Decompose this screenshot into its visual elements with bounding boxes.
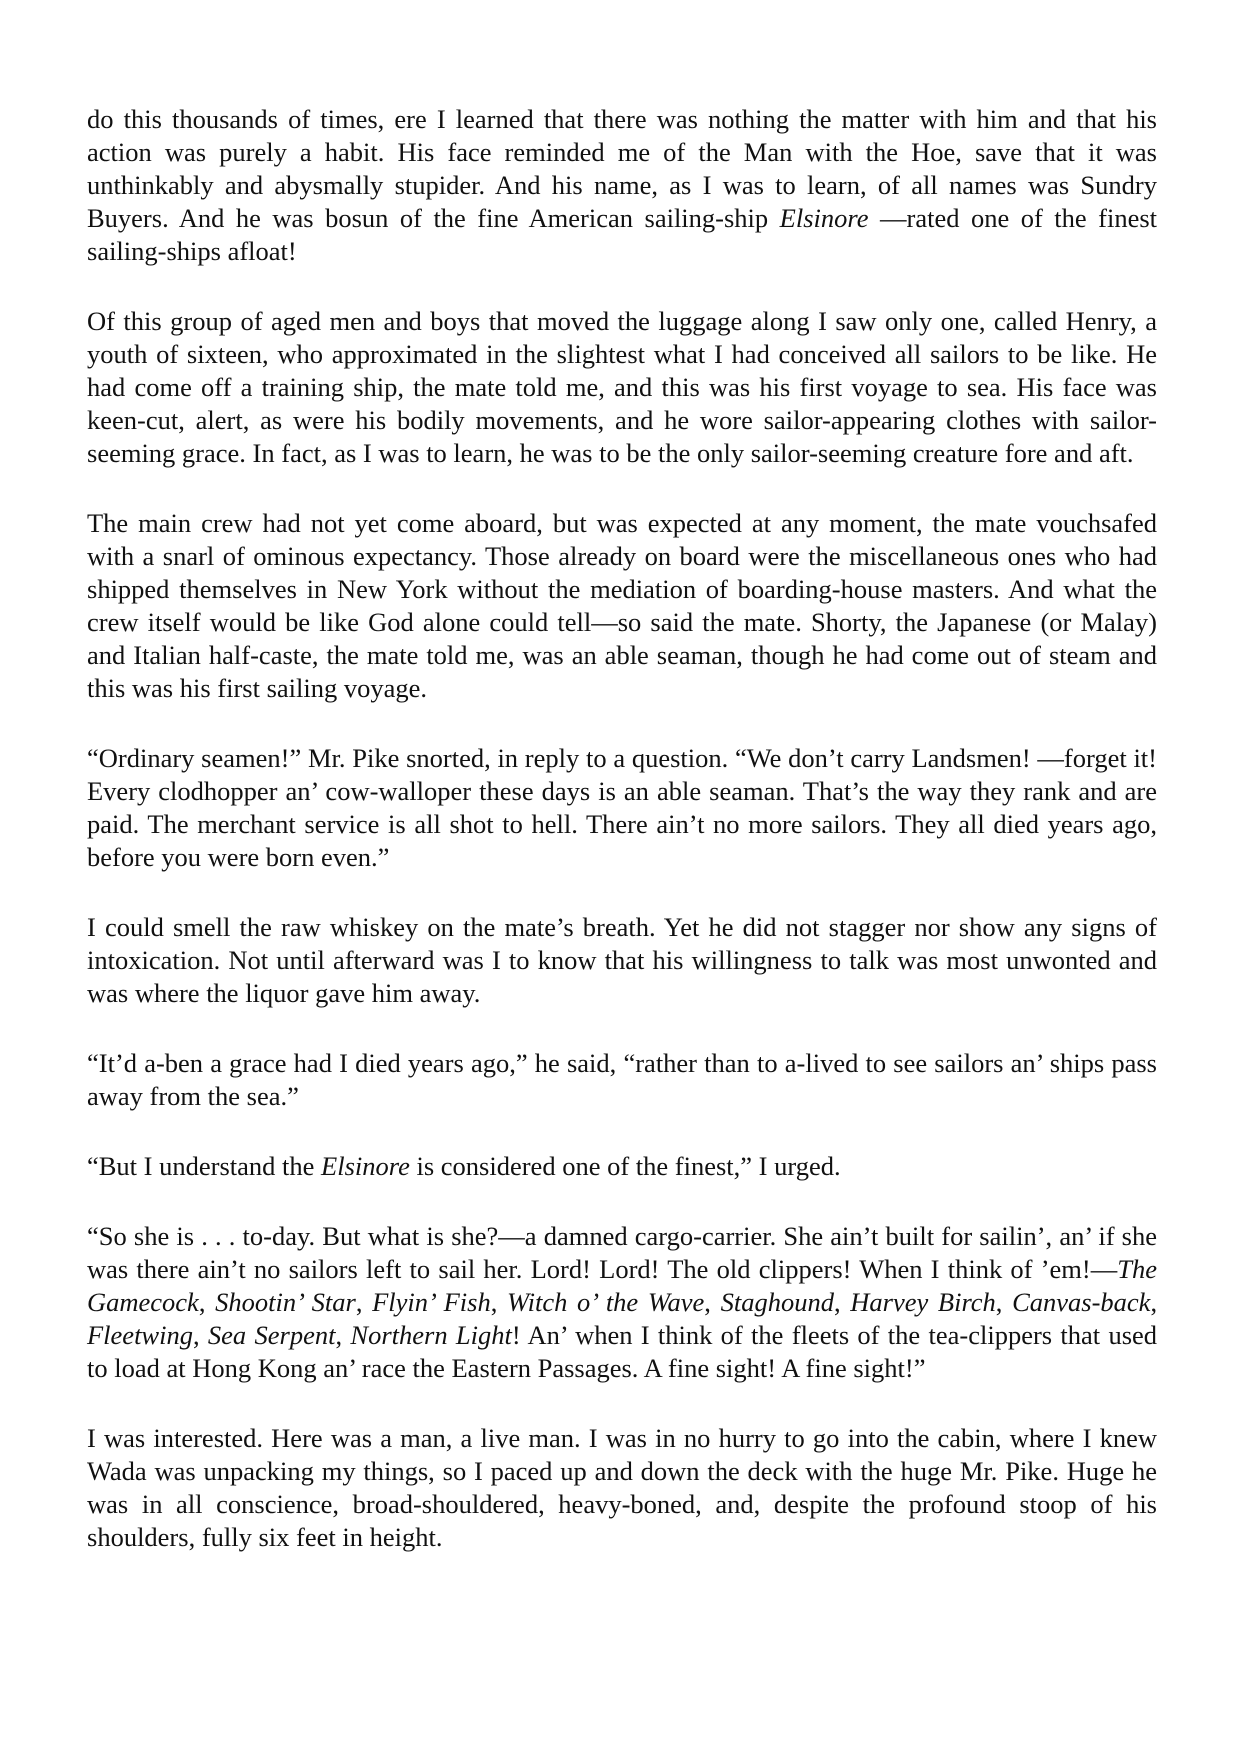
- ship-name: Sea Serpent: [207, 1320, 336, 1350]
- text-segment: “But I understand the: [87, 1151, 322, 1181]
- text-segment: The main crew had not yet come aboard, but was expected at any moment, the mate vouchsafed with a snarl of ominous expectancy. Those already on board were the miscellaneous ones who had shipped themselves in New York without the mediation of boarding-house masters. And what the crew itself would be like God alone could tell—so said the mate. Shorty, the Japanese (or Malay) and Italian half-caste, the mate told me, was an able seaman, though he had come out of steam and this was his first sailing voyage.: [87, 508, 1157, 703]
- text-segment: ,: [995, 1287, 1013, 1317]
- text-segment: do this thousands of times, ere I learned that there was nothing the matter with him and that his action was purely a habit. His face reminded me of the Man with the Hoe, save that it was unthinkably and abysmally stupider. And his name, as I was to learn, of all names was Sundry Buyers. And he was bosun of the fine American sailing-ship: [87, 104, 1157, 233]
- ship-name: The Gamecock: [87, 1254, 1157, 1317]
- ship-name: Canvas-back: [1012, 1287, 1151, 1317]
- ship-name: Northern Light: [350, 1320, 512, 1350]
- text-segment: “So she is . . . to-day. But what is she?—a damned cargo-carrier. She ain’t built for sailin’, an’ if she was there ain’t no sailors left to sail her. Lord! Lord! The old clippers! When I think of ’em!—: [87, 1221, 1157, 1284]
- text-segment: I could smell the raw whiskey on the mate’s breath. Yet he did not stagger nor show any signs of intoxication. Not until afterward was I to know that his willingness to talk was most unwonted and was where the liquor gave him away.: [87, 912, 1157, 1008]
- ship-name: Witch o’ the Wave: [507, 1287, 705, 1317]
- text-segment: ,: [355, 1287, 373, 1317]
- paragraph-9: [87, 1422, 1157, 1554]
- paragraph-7: [87, 1150, 1157, 1183]
- text-segment: ,: [198, 1287, 216, 1317]
- text-segment: ,: [335, 1320, 351, 1350]
- paragraph-2: [87, 305, 1157, 470]
- text-segment: I was interested. Here was a man, a live man. I was in no hurry to go into the cabin, where I knew Wada was unpacking my things, so I paced up and down the deck with the huge Mr. Pike. Huge he was in all conscience, broad-shouldered, heavy-boned, and, despite the profound stoop of his shoulders, fully six feet in height.: [87, 1423, 1157, 1552]
- paragraph-6: [87, 1047, 1157, 1113]
- text-segment: ,: [833, 1287, 851, 1317]
- text-segment: —rated one of the finest sailing-ships afloat!: [87, 203, 1158, 266]
- text-segment: “Ordinary seamen!” Mr. Pike snorted, in reply to a question. “We don’t carry Landsmen! —forget it! Every clodhopper an’ cow-walloper these days is an able seaman. That’s the way they rank and are paid. The merchant service is all shot to hell. There ain’t no more sailors. They all died years ago, before you were born even.”: [87, 743, 1157, 872]
- text-segment: ! An’ when I think of the fleets of the tea-clippers that used to load at Hong Kong an’ race the Eastern Passages. A fine sight! A fine sight!”: [87, 1320, 1158, 1383]
- ship-name: Fleetwing: [87, 1320, 193, 1350]
- text-segment: ,: [490, 1287, 508, 1317]
- ship-name: Harvey Birch: [850, 1287, 996, 1317]
- text-segment: ,: [704, 1287, 721, 1317]
- text-segment: ,: [192, 1320, 208, 1350]
- paragraph-8: [87, 1220, 1157, 1385]
- ship-name: Shootin’ Star: [215, 1287, 356, 1317]
- text-segment: is considered one of the finest,” I urged.: [409, 1151, 841, 1181]
- text-segment: Of this group of aged men and boys that moved the luggage along I saw only one, called Henry, a youth of sixteen, who approximated in the slightest what I had conceived all sailors to be like. He had come off a training ship, the mate told me, and this was his first voyage to sea. His face was keen-cut, alert, as were his bodily movements, and he wore sailor-appearing clothes with sailor-seeming grace. In fact, as I was to learn, he was to be the only sailor-seeming creature fore and aft.: [87, 306, 1157, 468]
- paragraph-4: [87, 742, 1157, 874]
- ship-name: Staghound: [720, 1287, 834, 1317]
- text-segment: ,: [1150, 1287, 1158, 1317]
- paragraph-1: [87, 103, 1157, 268]
- paragraph-5: [87, 911, 1157, 1010]
- ship-name: Flyin’ Fish: [372, 1287, 491, 1317]
- ship-name-elsinore: Elsinore: [779, 203, 869, 233]
- paragraph-3: [87, 507, 1157, 705]
- document-page: [87, 103, 1157, 1591]
- ship-name-elsinore: Elsinore: [321, 1151, 410, 1181]
- text-segment: “It’d a-ben a grace had I died years ago,” he said, “rather than to a-lived to see sailors an’ ships pass away from the sea.”: [87, 1048, 1157, 1111]
